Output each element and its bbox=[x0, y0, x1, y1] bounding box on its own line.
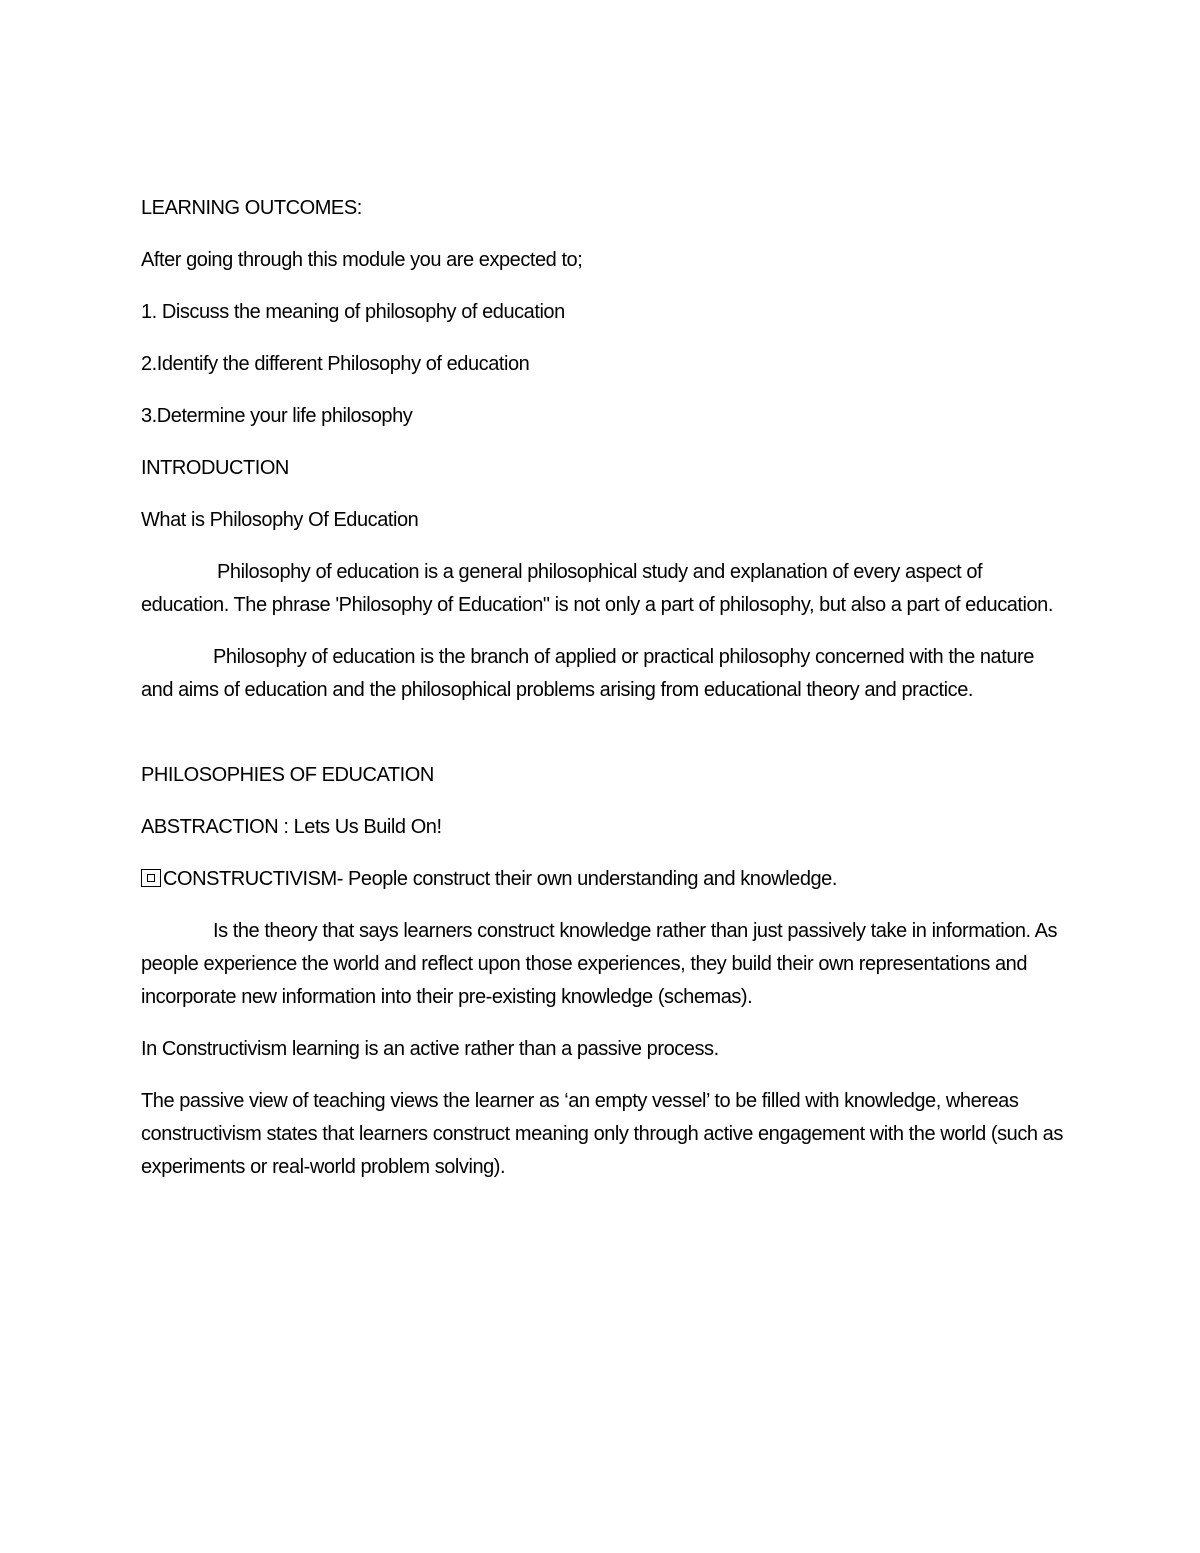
philosophies-heading: PHILOSOPHIES OF EDUCATION bbox=[141, 764, 434, 786]
outcome-item-1: 1. Discuss the meaning of philosophy of education bbox=[141, 301, 565, 323]
paragraph-definition-2: Philosophy of education is the branch of applied or practical philosophy concerned with the nature and aims of education and the philosophical problems arising from educational theory and practice. bbox=[141, 646, 1034, 701]
outcomes-intro-line: After going through this module you are expected to; bbox=[141, 249, 583, 271]
paragraph-active-process: In Constructivism learning is an active rather than a passive process. bbox=[141, 1038, 719, 1060]
question-heading: What is Philosophy Of Education bbox=[141, 509, 419, 531]
document-body bbox=[141, 192, 1066, 1203]
learning-outcomes-heading: LEARNING OUTCOMES: bbox=[141, 197, 362, 219]
constructivism-line bbox=[141, 863, 1066, 896]
outcome-item-3: 3.Determine your life philosophy bbox=[141, 405, 413, 427]
missing-glyph-icon bbox=[141, 869, 161, 887]
abstraction-heading: ABSTRACTION : Lets Us Build On! bbox=[141, 816, 442, 838]
paragraph-definition-1: Philosophy of education is a general philosophical study and explanation of every aspect of education. The phrase 'Philosophy of Education" is not only a part of philosophy, but also a part of education. bbox=[141, 561, 1053, 616]
paragraph-constructivism-theory: Is the theory that says learners construct knowledge rather than just passively take in information. As people experience the world and reflect upon those experiences, they build their own representations and incorporate new information into their pre-existing knowledge (schemas). bbox=[141, 920, 1058, 1008]
constructivism-heading: CONSTRUCTIVISM- People construct their own understanding and knowledge. bbox=[163, 868, 837, 890]
introduction-heading: INTRODUCTION bbox=[141, 457, 289, 479]
paragraph-passive-view: The passive view of teaching views the learner as ‘an empty vessel’ to be filled with knowledge, whereas constructivism states that learners construct meaning only through active engagement with the world (such as experiments or real-world problem solving). bbox=[141, 1090, 1063, 1178]
outcome-item-2: 2.Identify the different Philosophy of education bbox=[141, 353, 530, 375]
